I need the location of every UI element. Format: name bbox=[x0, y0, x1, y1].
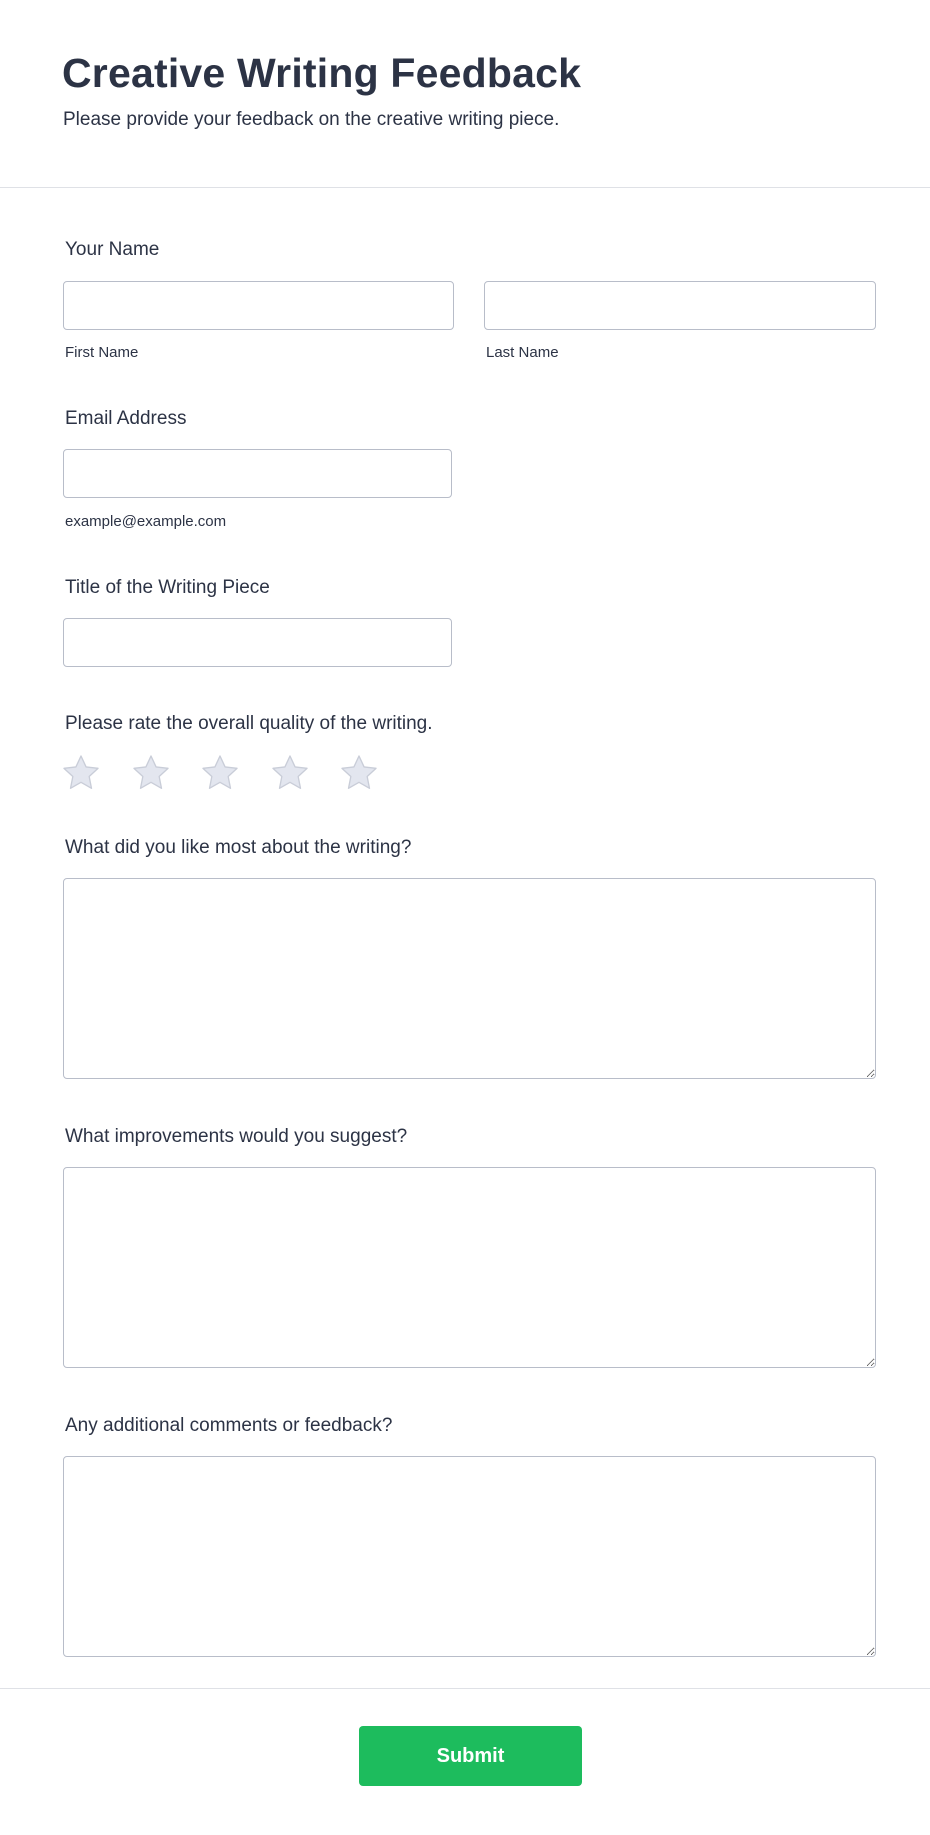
first-name-input[interactable] bbox=[63, 281, 454, 330]
email-sublabel: example@example.com bbox=[65, 513, 227, 530]
name-label: Your Name bbox=[65, 239, 160, 260]
star-rating bbox=[61, 753, 391, 793]
writing-title-label: Title of the Writing Piece bbox=[65, 577, 270, 598]
email-label: Email Address bbox=[65, 408, 187, 429]
liked-textarea[interactable] bbox=[63, 878, 876, 1079]
star-icon[interactable] bbox=[61, 753, 101, 793]
improvements-label: What improvements would you suggest? bbox=[65, 1126, 408, 1147]
improvements-textarea[interactable] bbox=[63, 1167, 876, 1368]
star-icon[interactable] bbox=[270, 753, 310, 793]
star-icon[interactable] bbox=[339, 753, 379, 793]
last-name-input[interactable] bbox=[484, 281, 876, 330]
writing-title-input[interactable] bbox=[63, 618, 452, 667]
page-subtitle: Please provide your feedback on the creative writing piece. bbox=[63, 109, 560, 130]
rating-label: Please rate the overall quality of the writing. bbox=[65, 713, 433, 734]
submit-button[interactable]: Submit bbox=[359, 1726, 582, 1786]
comments-label: Any additional comments or feedback? bbox=[65, 1415, 393, 1436]
star-icon[interactable] bbox=[131, 753, 171, 793]
form-header bbox=[0, 0, 930, 188]
header-divider bbox=[0, 187, 930, 188]
email-input[interactable] bbox=[63, 449, 452, 498]
page-title: Creative Writing Feedback bbox=[62, 50, 582, 96]
liked-label: What did you like most about the writing? bbox=[65, 837, 412, 858]
first-name-sublabel: First Name bbox=[65, 344, 139, 361]
star-icon[interactable] bbox=[200, 753, 240, 793]
last-name-sublabel: Last Name bbox=[486, 344, 559, 361]
comments-textarea[interactable] bbox=[63, 1456, 876, 1657]
